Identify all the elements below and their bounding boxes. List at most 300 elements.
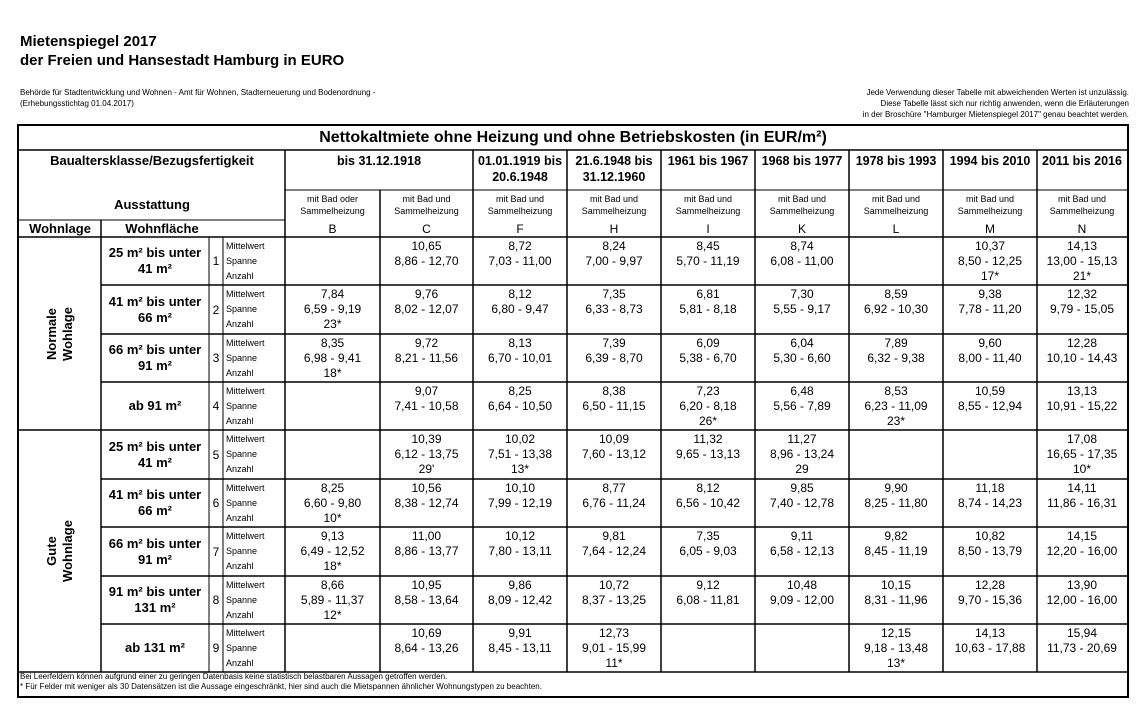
- row-number: [209, 237, 223, 285]
- table-cell-value: 8,24: [602, 239, 626, 253]
- table-cell-value: 6,59 - 9,19: [303, 302, 362, 316]
- authority-info: [20, 87, 376, 109]
- period-label: bis 31.12.1918: [336, 154, 422, 168]
- table-cell-value: 10,63 - 17,88: [954, 641, 1026, 655]
- column-period-header: [661, 150, 755, 190]
- stat-label: Mittelwert: [226, 338, 265, 348]
- column-code-text: I: [706, 221, 710, 236]
- row-number: [209, 527, 223, 576]
- ausstattung-line: Sammelheizung: [675, 206, 741, 216]
- ausstattung-cell: [1037, 190, 1127, 220]
- row-number-text: 8: [212, 593, 220, 607]
- table-cell-value: 8,58 - 13,64: [394, 593, 459, 607]
- table-cell-value: 15,94: [1066, 626, 1098, 640]
- table-cell-value: 7,80 - 13,11: [488, 544, 552, 558]
- table-cell-value: 7,40 - 12,78: [769, 496, 835, 510]
- wohnflaeche-line: 41 m²: [138, 261, 172, 276]
- table-cell-value: 9,11: [790, 529, 814, 543]
- table-cell-value: 8,31 - 11,96: [864, 593, 928, 607]
- column-period-header: [755, 150, 849, 190]
- table-cell-value: 7,60 - 13,12: [581, 447, 647, 461]
- table-cell-value: 6,48: [790, 384, 814, 398]
- wohnflaeche-line: 91 m²: [138, 358, 172, 373]
- table-cell-value: 6,39 - 8,70: [585, 351, 643, 365]
- table-cell-value: 8,25: [320, 481, 345, 495]
- row-number-text: 2: [212, 302, 220, 317]
- table-cell-value: 6,60 - 9,80: [303, 496, 362, 510]
- ausstattung-cell: [567, 190, 661, 220]
- table-cell-value: 11,00: [411, 529, 442, 543]
- stat-label: Anzahl: [226, 464, 254, 474]
- table-cell-value: 8,45 - 11,19: [864, 544, 928, 558]
- stat-label: Spanne: [226, 595, 258, 605]
- column-code: [849, 220, 943, 237]
- table-cell-value: 8,64 - 13,26: [394, 641, 459, 655]
- table-cell-value: 5,81 - 8,18: [679, 302, 737, 316]
- wohnlage-line: Wohnlage: [60, 520, 75, 582]
- stat-label: Mittelwert: [226, 386, 265, 396]
- wohnflaeche-line: 25 m² bis unter: [108, 438, 202, 454]
- table-cell-value: 7,51 - 13,38: [487, 447, 553, 461]
- footnote-asterisk: * Für Felder mit weniger als 30 Datensätzen ist die Aussage eingeschränkt, hier sind auch die Mietspannen ähnlicher Wohnungstypen zu beachten.: [20, 682, 542, 691]
- column-code: [567, 220, 661, 237]
- column-code-text: B: [328, 221, 337, 236]
- row-number-text: 6: [212, 496, 220, 510]
- rent-table: [17, 124, 1129, 698]
- ausstattung-line: mit Bad und: [871, 194, 921, 204]
- row-number: [209, 576, 223, 624]
- table-cell-value: 6,50 - 11,15: [582, 399, 646, 413]
- stat-label: Spanne: [226, 256, 258, 266]
- ausstattung-line: Sammelheizung: [769, 206, 835, 216]
- table-cell-value: 10,56: [411, 481, 442, 495]
- ausstattung-line: Sammelheizung: [300, 206, 365, 216]
- table-cell-value: 14,15: [1066, 529, 1098, 543]
- table-cell-value: 10,95: [411, 578, 442, 592]
- wohnflaeche-header: [101, 220, 223, 237]
- stat-label: Anzahl: [226, 319, 254, 329]
- table-cell-value: 6,58 - 12,13: [769, 544, 835, 558]
- table-cell-value: 8,38: [602, 384, 626, 398]
- table-cell-value: 6,64 - 10,50: [487, 399, 553, 413]
- table-cell-value: 11,27: [787, 432, 817, 446]
- stat-label: Mittelwert: [226, 531, 265, 541]
- table-cell-value: 12,73: [598, 626, 630, 640]
- ausstattung-line: mit Bad und: [495, 194, 545, 204]
- period-label: 1961 bis 1967: [667, 154, 749, 168]
- stat-label: Mittelwert: [226, 241, 265, 251]
- ausstattung-cell: [285, 190, 380, 220]
- row-number-text: 7: [212, 544, 220, 559]
- table-cell-value: 23*: [323, 317, 342, 331]
- table-cell-value: 5,55 - 9,17: [773, 302, 831, 316]
- table-cell-value: 5,89 - 11,37: [300, 593, 365, 607]
- title-line-1: Mietenspiegel 2017: [20, 33, 157, 50]
- wohnflaeche-cell: [101, 527, 209, 576]
- wohnflaeche-line: 131 m²: [134, 600, 176, 615]
- column-period-header: [567, 150, 661, 190]
- table-cell-value: 13,13: [1066, 384, 1098, 398]
- table-cell-value: 10,37: [974, 239, 1006, 253]
- table-cell-value: 8,86 - 12,70: [394, 254, 459, 268]
- table-cell-value: 14,11: [1067, 481, 1097, 495]
- wohnlage-line: Wohlage: [60, 306, 75, 361]
- table-cell-value: 8,21 - 11,56: [394, 351, 459, 365]
- wohnflaeche-line: 41 m²: [138, 454, 172, 470]
- ausstattung-line: Sammelheizung: [581, 206, 647, 216]
- table-cell-value: 8,25 - 11,80: [864, 496, 928, 510]
- usage-note-line: Jede Verwendung dieser Tabelle mit abweichenden Werten ist unzulässig.: [866, 88, 1129, 97]
- table-cell-value: 12*: [323, 608, 342, 622]
- wohnflaeche-line: 66 m² bis unter: [108, 535, 202, 551]
- ausstattung-line: mit Bad und: [777, 194, 827, 204]
- wohnflaeche-line: 91 m² bis unter: [108, 584, 202, 599]
- table-cell-value: 6,08 - 11,00: [770, 254, 834, 268]
- table-cell-value: 8,96 - 13,24: [769, 447, 835, 461]
- table-cell-value: 10,69: [411, 626, 442, 640]
- table-cell-value: 9,18 - 13,48: [863, 641, 929, 655]
- wohnlage-line: Normale: [44, 307, 59, 360]
- column-period-header: [285, 150, 473, 190]
- table-cell-value: 6,70 - 10,01: [487, 351, 553, 365]
- row-number-text: 9: [212, 641, 220, 655]
- column-code-text: C: [422, 221, 431, 236]
- stat-label: Mittelwert: [226, 289, 265, 299]
- column-code: [661, 220, 755, 237]
- footnote-empty-fields: Bei Leerfeldern können aufgrund einer zu geringen Datenbasis keine statistisch belastbaren Aussagen getroffen werden.: [20, 672, 448, 681]
- column-period-header: [473, 150, 567, 190]
- stat-label: Spanne: [226, 498, 258, 508]
- ausstattung-cell: [380, 190, 473, 220]
- table-cell-value: 7,03 - 11,00: [488, 254, 552, 268]
- table-cell-value: 8,12: [508, 287, 532, 301]
- table-cell-value: 8,59: [884, 287, 908, 301]
- wohnflaeche-cell: [101, 382, 209, 430]
- table-cell-value: 7,84: [320, 287, 345, 301]
- table-cell-value: 5,38 - 6,70: [679, 351, 737, 365]
- table-cell-value: 9,81: [602, 529, 626, 543]
- ausstattung-label-text: Ausstattung: [114, 197, 190, 212]
- table-cell-value: 6,09: [696, 336, 720, 350]
- table-cell-value: 9,90: [884, 481, 908, 495]
- ausstattung-line: mit Bad und: [402, 194, 451, 204]
- stat-label: Spanne: [226, 449, 258, 459]
- ausstattung-line: mit Bad und: [1057, 194, 1107, 204]
- table-cell-value: 7,35: [602, 287, 626, 301]
- row-number: [209, 285, 223, 334]
- table-cell-value: 6,76 - 11,24: [582, 496, 646, 510]
- table-cell-value: 14,13: [974, 626, 1006, 640]
- wohnflaeche-line: 41 m² bis unter: [108, 293, 202, 309]
- table-cell-value: 6,32 - 9,38: [867, 351, 925, 365]
- table-cell-value: 26*: [698, 414, 718, 428]
- column-period-header: [943, 150, 1037, 190]
- ausstattung-line: Sammelheizung: [863, 206, 929, 216]
- table-cell-value: 8,09 - 12,42: [487, 593, 553, 607]
- table-cell-value: 29: [795, 462, 809, 476]
- table-cell-value: 7,78 - 11,20: [958, 302, 1022, 316]
- stat-label: Spanne: [226, 643, 258, 653]
- wohnflaeche-cell: [101, 479, 209, 527]
- table-cell-value: 6,92 - 10,30: [863, 302, 929, 316]
- table-cell-value: 7,41 - 10,58: [394, 399, 459, 413]
- table-cell-value: 5,70 - 11,19: [676, 254, 740, 268]
- table-cell-value: 6,08 - 11,81: [676, 593, 740, 607]
- ausstattung-line: Sammelheizung: [1049, 206, 1115, 216]
- usage-note: [863, 87, 1129, 120]
- baualter-label: [19, 150, 285, 190]
- ausstattung-label: [19, 190, 285, 220]
- table-cell-value: 9,38: [978, 287, 1002, 301]
- table-cell-value: 8,38 - 12,74: [394, 496, 459, 510]
- row-number-text: 4: [212, 399, 220, 413]
- table-cell-value: 11,32: [693, 432, 723, 446]
- table-cell-value: 9,76: [414, 287, 439, 301]
- usage-note-line: in der Broschüre "Hamburger Mietenspiegel 2017" genau beachtet werden.: [862, 110, 1129, 119]
- wohnflaeche-line: 91 m²: [138, 551, 172, 567]
- period-label: 1968 bis 1977: [761, 154, 843, 168]
- table-cell-value: 7,89: [884, 336, 908, 350]
- authority-line: Behörde für Stadtentwicklung und Wohnen - Amt für Wohnen, Stadterneuerung und Bodenordnung -: [20, 88, 376, 97]
- column-code: [380, 220, 473, 237]
- stat-label: Anzahl: [226, 610, 254, 620]
- column-code: [285, 220, 380, 237]
- table-cell-value: 9,13: [320, 529, 345, 543]
- table-cell-value: 9,70 - 15,36: [957, 593, 1023, 607]
- ausstattung-cell: [473, 190, 567, 220]
- wohnflaeche-header-text: Wohnfläche: [125, 220, 199, 236]
- table-cell-value: 9,12: [696, 578, 720, 592]
- column-period-header: [849, 150, 943, 190]
- wohnlage-group-text: [44, 307, 76, 361]
- wohnflaeche-cell: [101, 576, 209, 624]
- table-cell-value: 17*: [980, 269, 1000, 283]
- wohnflaeche-cell: [101, 430, 209, 479]
- table-cell-value: 12,28: [974, 578, 1006, 592]
- table-cell-value: 9,91: [508, 626, 532, 640]
- table-cell-value: 14,13: [1066, 239, 1098, 253]
- period-label: 21.6.1948 bis 31.12.1960: [575, 154, 653, 184]
- table-cell-value: 21*: [1072, 269, 1092, 283]
- row-number: [209, 479, 223, 527]
- table-cell-value: 7,64 - 12,24: [581, 544, 647, 558]
- table-cell-value: 9,01 - 15,99: [581, 641, 647, 655]
- table-cell-value: 10*: [323, 511, 342, 525]
- table-cell-value: 7,99 - 12,19: [487, 496, 553, 510]
- table-cell-value: 7,35: [696, 529, 720, 543]
- stat-label: Anzahl: [226, 561, 254, 571]
- table-cell-value: 8,53: [884, 384, 908, 398]
- table-cell-value: 7,30: [790, 287, 814, 301]
- table-cell-value: 10,39: [411, 432, 442, 446]
- table-cell-value: 10,09: [598, 432, 630, 446]
- column-code: [473, 220, 567, 237]
- table-cell-value: 12,00 - 16,00: [1046, 593, 1118, 607]
- period-label: 01.01.1919 bis 20.6.1948: [477, 154, 563, 184]
- table-cell-value: 8,45 - 13,11: [488, 641, 552, 655]
- table-cell-value: 8,66: [320, 578, 345, 592]
- table-cell-value: 6,49 - 12,52: [300, 544, 365, 558]
- ausstattung-line: Sammelheizung: [957, 206, 1023, 216]
- wohnlage-line: Gute: [44, 536, 59, 566]
- stat-label: Spanne: [226, 353, 258, 363]
- table-cell-value: 10,65: [411, 239, 442, 253]
- table-cell-value: 10,82: [974, 529, 1006, 543]
- table-cell-value: 12,28: [1066, 336, 1098, 350]
- table-cell-value: 6,12 - 13,75: [394, 447, 459, 461]
- table-cell-value: 18*: [323, 559, 342, 573]
- table-cell-value: 8,74: [790, 239, 814, 253]
- stat-label: Spanne: [226, 546, 258, 556]
- table-cell-value: 13,90: [1066, 578, 1098, 592]
- table-cell-value: 10,91 - 15,22: [1046, 399, 1118, 413]
- table-cell-value: 11,18: [975, 481, 1005, 495]
- ausstattung-line: Sammelheizung: [487, 206, 553, 216]
- table-cell-value: 8,12: [696, 481, 720, 495]
- column-code: [1037, 220, 1127, 237]
- footnotes: [20, 672, 1124, 692]
- table-cell-value: 10,02: [504, 432, 536, 446]
- ausstattung-line: mit Bad oder: [306, 194, 359, 204]
- wohnflaeche-cell: [101, 285, 209, 334]
- table-cell-value: 8,13: [508, 336, 532, 350]
- ausstattung-line: mit Bad und: [683, 194, 733, 204]
- stat-label: Anzahl: [226, 416, 254, 426]
- ausstattung-cell: [661, 190, 755, 220]
- table-cell-value: 10,59: [974, 384, 1006, 398]
- table-cell-value: 11,86 - 16,31: [1047, 496, 1117, 510]
- table-cell-value: 13*: [510, 462, 530, 476]
- wohnlage-header-text: Wohnlage: [29, 220, 91, 236]
- wohnflaeche-line: ab 91 m²: [128, 398, 182, 413]
- wohnflaeche-line: ab 131 m²: [125, 640, 185, 655]
- table-cell-value: 6,20 - 8,18: [679, 399, 737, 413]
- table-cell-value: 6,56 - 10,42: [675, 496, 741, 510]
- table-cell-value: 13,00 - 15,13: [1046, 254, 1118, 268]
- row-number: [209, 382, 223, 430]
- table-cell-value: 23*: [886, 414, 906, 428]
- stat-label: Mittelwert: [226, 628, 265, 638]
- table-cell-value: 8,50 - 12,25: [957, 254, 1023, 268]
- baualter-label-text: Baualtersklasse/Bezugsfertigkeit: [50, 153, 254, 168]
- wohnlage-header: [19, 220, 101, 237]
- table-cell-value: 11*: [605, 656, 623, 670]
- table-cell-value: 10,12: [504, 529, 536, 543]
- column-code-text: M: [985, 221, 995, 236]
- table-cell-value: 10,48: [786, 578, 818, 592]
- table-cell-value: 10*: [1072, 462, 1092, 476]
- ausstattung-line: mit Bad und: [589, 194, 639, 204]
- column-code-text: K: [797, 221, 806, 236]
- wohnflaeche-line: 66 m²: [138, 309, 172, 325]
- table-cell-value: 10,15: [880, 578, 912, 592]
- column-code-text: N: [1077, 221, 1087, 236]
- stat-label: Anzahl: [226, 658, 254, 668]
- column-code: [943, 220, 1037, 237]
- table-cell-value: 16,65 - 17,35: [1046, 447, 1118, 461]
- title-line-2: der Freien und Hansestadt Hamburg in EURO: [20, 52, 345, 69]
- table-cell-value: 6,98 - 9,41: [303, 351, 362, 365]
- table-cell-value: 9,82: [884, 529, 908, 543]
- stat-label: Mittelwert: [226, 483, 265, 493]
- stat-label: Spanne: [226, 304, 258, 314]
- row-number: [209, 430, 223, 479]
- table-cell-value: 6,33 - 8,73: [585, 302, 643, 316]
- table-cell-value: 8,74 - 14,23: [957, 496, 1023, 510]
- wohnflaeche-cell: [101, 237, 209, 285]
- table-cell-value: 8,37 - 13,25: [581, 593, 647, 607]
- table-cell-value: 29': [418, 462, 435, 476]
- table-cell-value: 17,08: [1066, 432, 1098, 446]
- row-number-text: 3: [212, 351, 220, 365]
- table-cell-value: 7,39: [602, 336, 626, 350]
- document-title: [20, 32, 344, 70]
- stat-label: Anzahl: [226, 513, 254, 523]
- table-cell-value: 9,07: [414, 384, 439, 398]
- table-heading: Nettokaltmiete ohne Heizung und ohne Betriebskosten (in EUR/m²): [319, 129, 827, 146]
- table-cell-value: 6,05 - 9,03: [679, 544, 737, 558]
- row-number-text: 1: [212, 254, 220, 268]
- table-cell-value: 8,35: [320, 336, 345, 350]
- table-cell-value: 6,04: [790, 336, 814, 350]
- survey-date: (Erhebungsstichtag 01.04.2017): [20, 99, 134, 108]
- period-label: 1994 bis 2010: [949, 154, 1031, 168]
- wohnflaeche-line: 41 m² bis unter: [108, 487, 202, 502]
- column-code-text: L: [892, 221, 900, 236]
- table-cell-value: 6,81: [696, 287, 720, 301]
- table-cell-value: 9,79 - 15,05: [1049, 302, 1115, 316]
- table-cell-value: 10,10: [504, 481, 536, 495]
- table-cell-value: 8,45: [696, 239, 720, 253]
- table-cell-value: 12,15: [880, 626, 912, 640]
- table-cell-value: 5,30 - 6,60: [773, 351, 831, 365]
- usage-note-line: Diese Tabelle lässt sich nur richtig anwenden, wenn die Erläuterungen: [880, 99, 1129, 108]
- stat-label: Anzahl: [226, 271, 254, 281]
- table-cell-value: 13*: [886, 656, 906, 670]
- ausstattung-cell: [943, 190, 1037, 220]
- table-cell-value: 8,77: [602, 481, 626, 495]
- table-cell-value: 5,56 - 7,89: [773, 399, 831, 413]
- table-cell-value: 8,50 - 13,79: [957, 544, 1023, 558]
- ausstattung-cell: [755, 190, 849, 220]
- stat-label: Spanne: [226, 401, 258, 411]
- table-cell-value: 8,25: [508, 384, 532, 398]
- table-cell-value: 18*: [323, 366, 342, 380]
- table-cell-value: 8,72: [508, 239, 532, 253]
- ausstattung-line: mit Bad und: [965, 194, 1015, 204]
- table-cell-value: 12,20 - 16,00: [1046, 544, 1118, 558]
- period-label: 1978 bis 1993: [855, 154, 937, 168]
- table-cell-value: 7,00 - 9,97: [585, 254, 643, 268]
- table-cell-value: 10,72: [598, 578, 630, 592]
- column-code: [755, 220, 849, 237]
- table-cell-value: 8,55 - 12,94: [957, 399, 1023, 413]
- wohnflaeche-cell: [101, 334, 209, 382]
- table-cell-value: 9,09 - 12,00: [769, 593, 835, 607]
- ausstattung-line: Sammelheizung: [394, 206, 459, 216]
- period-label: 2011 bis 2016: [1042, 154, 1122, 168]
- column-period-header: [1037, 150, 1127, 190]
- wohnflaeche-line: 66 m²: [138, 503, 172, 518]
- table-cell-value: 6,23 - 11,09: [864, 399, 928, 413]
- wohnlage-group-text: [44, 520, 76, 582]
- stat-label: Mittelwert: [226, 580, 265, 590]
- table-cell-value: 9,65 - 13,13: [675, 447, 741, 461]
- table-cell-value: 9,72: [414, 336, 439, 350]
- wohnflaeche-line: 66 m² bis unter: [108, 342, 202, 357]
- table-cell-value: 8,02 - 12,07: [394, 302, 459, 316]
- table-cell-value: 7,23: [696, 384, 720, 398]
